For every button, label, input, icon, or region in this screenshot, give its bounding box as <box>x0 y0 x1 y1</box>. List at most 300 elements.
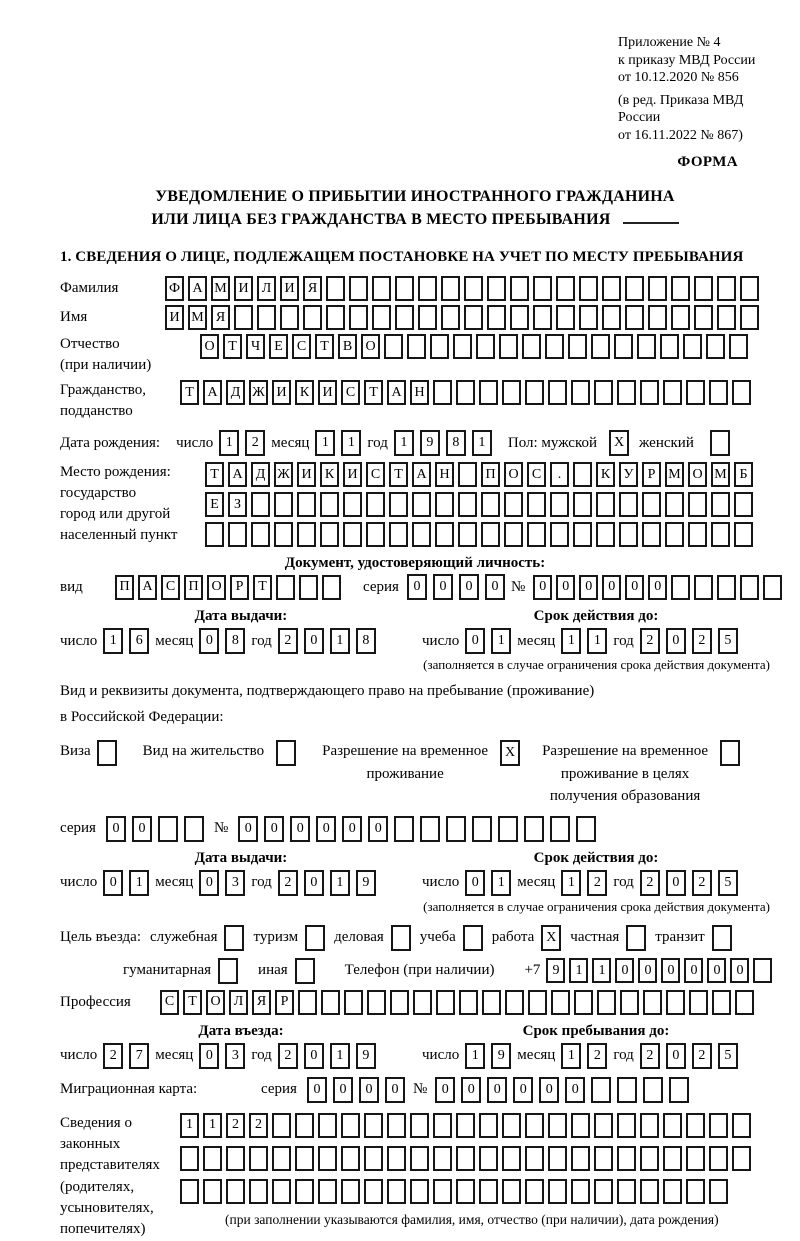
char-cell: 0 <box>407 574 427 600</box>
char-cell <box>433 1179 452 1204</box>
char-cell <box>571 1179 590 1204</box>
char-cell: П <box>115 575 134 600</box>
char-cell: 1 <box>203 1113 222 1138</box>
char-cell: О <box>206 990 225 1015</box>
char-cell <box>594 1146 613 1171</box>
char-cell <box>642 492 661 517</box>
char-cell <box>372 305 391 330</box>
char-cell <box>205 522 224 547</box>
char-cell: К <box>295 380 314 405</box>
char-cell <box>502 380 521 405</box>
char-cell <box>763 575 782 600</box>
char-cell <box>487 305 506 330</box>
char-cell <box>412 522 431 547</box>
doc-number-cells <box>533 575 786 600</box>
char-cell <box>711 522 730 547</box>
char-cell <box>525 1113 544 1138</box>
profession-label: Профессия <box>60 993 131 1010</box>
permit-valid-month-cells <box>561 870 613 896</box>
char-cell <box>180 1179 199 1204</box>
char-cell <box>734 522 753 547</box>
char-cell: 0 <box>304 870 324 896</box>
char-cell <box>456 380 475 405</box>
char-cell <box>481 522 500 547</box>
issue-date-heading: Дата выдачи: <box>194 608 288 625</box>
char-cell <box>390 990 409 1015</box>
char-cell: 0 <box>625 575 644 600</box>
permit-series-cells <box>106 816 210 842</box>
char-cell: И <box>297 462 316 487</box>
char-cell <box>571 1146 590 1171</box>
char-cell: 0 <box>513 1077 533 1103</box>
permit-dates <box>60 850 770 896</box>
patronymic-row <box>60 334 770 376</box>
identity-valid-block <box>422 608 770 654</box>
char-cell <box>665 492 684 517</box>
char-cell <box>625 305 644 330</box>
char-cell <box>364 1113 383 1138</box>
birth-place-row2-cells <box>205 492 757 517</box>
char-cell: 0 <box>316 816 336 842</box>
char-cell <box>740 575 759 600</box>
char-cell <box>734 492 753 517</box>
purpose-business-checkbox <box>391 925 411 951</box>
char-cell <box>280 305 299 330</box>
char-cell <box>596 492 615 517</box>
char-cell <box>395 305 414 330</box>
char-cell <box>276 740 296 766</box>
char-cell: П <box>481 462 500 487</box>
char-cell: 0 <box>199 870 219 896</box>
char-cell: 0 <box>487 1077 507 1103</box>
char-cell: Ф <box>165 276 184 301</box>
permit-valid-date: число 0 1 месяц 1 2 год 2 0 2 5 <box>422 870 770 896</box>
char-cell: Д <box>226 380 245 405</box>
identity-doc-heading: Документ, удостоверяющий личность: <box>284 555 546 572</box>
birth-day-cells <box>219 430 271 456</box>
char-cell <box>410 1113 429 1138</box>
char-cell <box>318 1146 337 1171</box>
char-cell <box>594 1113 613 1138</box>
char-cell: 1 <box>561 870 581 896</box>
char-cell <box>479 380 498 405</box>
char-cell: 1 <box>472 430 492 456</box>
char-cell: Ч <box>246 334 265 359</box>
identity-doc-row <box>60 574 770 600</box>
char-cell <box>487 276 506 301</box>
char-cell <box>640 1179 659 1204</box>
char-cell: 1 <box>587 628 607 654</box>
issue-day-cells <box>103 628 155 654</box>
char-cell <box>435 522 454 547</box>
char-cell <box>251 492 270 517</box>
stay-day-cells <box>465 1043 517 1069</box>
char-cell: 0 <box>359 1077 379 1103</box>
valid-day-cells <box>465 628 517 654</box>
valid-month-cells <box>561 628 613 654</box>
purpose-official-checkbox <box>224 925 244 951</box>
residence-permit-checkbox <box>276 740 296 766</box>
char-cell: 1 <box>491 628 511 654</box>
char-cell: 2 <box>245 430 265 456</box>
char-cell <box>617 1113 636 1138</box>
char-cell: X <box>541 925 561 951</box>
char-cell <box>341 1179 360 1204</box>
char-cell: 8 <box>446 430 466 456</box>
char-cell <box>274 492 293 517</box>
issue-month-cells <box>199 628 251 654</box>
char-cell <box>594 380 613 405</box>
char-cell <box>180 1146 199 1171</box>
char-cell: 0 <box>132 816 152 842</box>
revision-line: от 16.11.2022 № 867) <box>618 127 743 143</box>
char-cell <box>436 990 455 1015</box>
char-cell <box>666 990 685 1015</box>
char-cell <box>753 958 772 983</box>
char-cell: 1 <box>491 870 511 896</box>
char-cell <box>596 522 615 547</box>
char-cell <box>663 1179 682 1204</box>
char-cell: О <box>504 462 523 487</box>
title-blank-underline <box>623 211 679 224</box>
char-cell <box>420 816 440 842</box>
char-cell <box>184 816 204 842</box>
purpose-transit-checkbox <box>712 925 732 951</box>
valid-year-cells <box>640 628 744 654</box>
char-cell <box>550 522 569 547</box>
char-cell <box>257 305 276 330</box>
char-cell: С <box>341 380 360 405</box>
char-cell <box>510 305 529 330</box>
char-cell <box>372 276 391 301</box>
char-cell <box>648 276 667 301</box>
permit-issue-date: число 0 1 месяц 0 3 год 2 0 1 9 <box>60 870 422 896</box>
char-cell <box>298 990 317 1015</box>
char-cell <box>671 305 690 330</box>
char-cell <box>234 305 253 330</box>
char-cell: X <box>609 430 629 456</box>
char-cell: О <box>688 462 707 487</box>
char-cell <box>97 740 117 766</box>
char-cell <box>407 334 426 359</box>
char-cell: 9 <box>546 958 565 983</box>
char-cell <box>384 334 403 359</box>
char-cell <box>665 522 684 547</box>
birth-place-grid <box>205 462 757 547</box>
char-cell <box>482 990 501 1015</box>
char-cell <box>249 1179 268 1204</box>
char-cell <box>410 1146 429 1171</box>
char-cell: О <box>200 334 219 359</box>
char-cell <box>418 276 437 301</box>
char-cell: 9 <box>356 870 376 896</box>
char-cell <box>640 1146 659 1171</box>
char-cell <box>481 492 500 517</box>
residence-permit-option <box>143 740 296 766</box>
char-cell: И <box>234 276 253 301</box>
temp-residence-label: Разрешение на временное проживание <box>322 743 489 782</box>
purpose-humanitarian-checkbox <box>218 958 238 984</box>
char-cell: 0 <box>707 958 726 983</box>
char-cell <box>367 990 386 1015</box>
char-cell <box>522 334 541 359</box>
char-cell <box>571 380 590 405</box>
representatives-row3-cells <box>180 1179 755 1204</box>
char-cell <box>320 492 339 517</box>
form-title-line1: УВЕДОМЛЕНИЕ О ПРИБЫТИИ ИНОСТРАННОГО ГРАЖДАНИНА <box>155 188 675 205</box>
char-cell: 0 <box>638 958 657 983</box>
entry-stay-dates <box>60 1023 770 1069</box>
char-cell <box>498 816 518 842</box>
char-cell <box>326 305 345 330</box>
representatives-label: Сведения о законных представителях (родителях, усыновителях, попечителях) <box>60 1114 160 1238</box>
char-cell <box>463 925 483 951</box>
char-cell <box>528 990 547 1015</box>
appendix-line: к приказу МВД России <box>618 52 756 68</box>
char-cell <box>433 380 452 405</box>
char-cell <box>683 334 702 359</box>
name-label: Имя <box>60 309 88 326</box>
char-cell <box>663 1113 682 1138</box>
char-cell <box>660 334 679 359</box>
char-cell <box>389 522 408 547</box>
char-cell <box>525 1146 544 1171</box>
char-cell <box>533 276 552 301</box>
char-cell: 2 <box>640 870 660 896</box>
char-cell <box>686 380 705 405</box>
char-cell <box>479 1179 498 1204</box>
visa-label: Виза <box>60 743 91 760</box>
char-cell <box>321 990 340 1015</box>
purpose-other: иная <box>258 958 315 984</box>
char-cell <box>502 1146 521 1171</box>
section1-heading: 1. СВЕДЕНИЯ О ЛИЦЕ, ПОДЛЕЖАЩЕМ ПОСТАНОВКЕ НА УЧЕТ ПО МЕСТУ ПРЕБЫВАНИЯ <box>60 249 744 266</box>
char-cell <box>545 334 564 359</box>
edu-residence-label: Разрешение на временное проживание в целях получения образования <box>542 743 709 805</box>
char-cell <box>527 492 546 517</box>
char-cell <box>341 1113 360 1138</box>
char-cell <box>272 1146 291 1171</box>
sex-female-checkbox <box>710 430 730 456</box>
char-cell <box>640 1113 659 1138</box>
char-cell <box>640 380 659 405</box>
char-cell <box>364 1179 383 1204</box>
char-cell: 1 <box>180 1113 199 1138</box>
char-cell <box>568 334 587 359</box>
char-cell <box>391 925 411 951</box>
char-cell <box>441 276 460 301</box>
char-cell <box>732 1146 751 1171</box>
char-cell <box>720 740 740 766</box>
char-cell <box>505 990 524 1015</box>
char-cell <box>686 1146 705 1171</box>
char-cell <box>297 522 316 547</box>
char-cell <box>389 492 408 517</box>
char-cell: 9 <box>356 1043 376 1069</box>
char-cell: В <box>338 334 357 359</box>
char-cell <box>459 990 478 1015</box>
char-cell: 0 <box>290 816 310 842</box>
char-cell <box>464 305 483 330</box>
char-cell: О <box>207 575 226 600</box>
char-cell: У <box>619 462 638 487</box>
char-cell <box>686 1113 705 1138</box>
residence-doc-options <box>60 740 770 808</box>
char-cell: 5 <box>718 870 738 896</box>
char-cell: 0 <box>666 628 686 654</box>
char-cell: 1 <box>103 628 123 654</box>
char-cell <box>504 492 523 517</box>
entry-date-block <box>60 1023 422 1069</box>
char-cell <box>573 522 592 547</box>
char-cell: 1 <box>315 430 335 456</box>
char-cell: 0 <box>666 1043 686 1069</box>
char-cell: М <box>211 276 230 301</box>
char-cell: К <box>596 462 615 487</box>
char-cell <box>709 1146 728 1171</box>
permit-number-label: № <box>213 820 229 837</box>
char-cell <box>663 380 682 405</box>
appendix-line: от 10.12.2020 № 856 <box>618 70 739 85</box>
char-cell: С <box>292 334 311 359</box>
char-cell <box>614 334 633 359</box>
char-cell: 0 <box>304 628 324 654</box>
char-cell <box>732 380 751 405</box>
char-cell <box>458 462 477 487</box>
doc-type-cells <box>115 575 345 600</box>
char-cell <box>410 1179 429 1204</box>
purpose-transit: транзит <box>655 925 731 951</box>
char-cell <box>441 305 460 330</box>
char-cell <box>579 276 598 301</box>
char-cell: 0 <box>465 870 485 896</box>
char-cell: 1 <box>561 1043 581 1069</box>
char-cell <box>602 305 621 330</box>
char-cell <box>709 380 728 405</box>
char-cell: И <box>343 462 362 487</box>
valid-until-heading: Срок действия до: <box>533 608 659 625</box>
sex-male-label: Пол: мужской <box>507 434 598 451</box>
char-cell: 2 <box>249 1113 268 1138</box>
char-cell: Т <box>205 462 224 487</box>
char-cell: 0 <box>238 816 258 842</box>
representatives-row2-cells <box>180 1146 755 1171</box>
char-cell: Р <box>275 990 294 1015</box>
char-cell <box>548 1113 567 1138</box>
char-cell: С <box>160 990 179 1015</box>
char-cell: 1 <box>465 1043 485 1069</box>
char-cell <box>387 1146 406 1171</box>
char-cell: Т <box>315 334 334 359</box>
char-cell: 9 <box>491 1043 511 1069</box>
citizenship-row <box>60 380 770 422</box>
char-cell <box>602 276 621 301</box>
char-cell <box>502 1113 521 1138</box>
char-cell <box>394 816 414 842</box>
residence-doc-intro: Вид и реквизиты документа, подтверждающего право на пребывание (проживание) в Российской Федерации: <box>60 683 595 725</box>
char-cell <box>689 990 708 1015</box>
purpose-row2 <box>60 958 770 984</box>
representatives-grid <box>180 1113 755 1228</box>
identity-issue-block <box>60 608 422 654</box>
name-row <box>60 305 770 330</box>
char-cell: 1 <box>592 958 611 983</box>
char-cell <box>430 334 449 359</box>
char-cell <box>504 522 523 547</box>
char-cell <box>418 305 437 330</box>
char-cell: Ж <box>249 380 268 405</box>
char-cell: М <box>665 462 684 487</box>
permit-number-cells <box>238 816 602 842</box>
char-cell <box>643 1077 663 1103</box>
profession-row <box>60 990 770 1015</box>
char-cell <box>251 522 270 547</box>
char-cell: П <box>184 575 203 600</box>
char-cell: Е <box>205 492 224 517</box>
char-cell <box>712 925 732 951</box>
permit-series-label: серия <box>60 820 96 837</box>
char-cell <box>688 492 707 517</box>
char-cell <box>556 276 575 301</box>
purpose-tourism-checkbox <box>305 925 325 951</box>
char-cell <box>272 1179 291 1204</box>
char-cell: 1 <box>330 628 350 654</box>
char-cell <box>548 380 567 405</box>
char-cell: 0 <box>648 575 667 600</box>
profession-cells <box>160 990 758 1015</box>
char-cell: 0 <box>602 575 621 600</box>
char-cell: 1 <box>569 958 588 983</box>
purpose-tourism: туризм <box>253 925 325 951</box>
appendix-block <box>618 34 770 144</box>
char-cell: 1 <box>219 430 239 456</box>
purpose-other-checkbox <box>295 958 315 984</box>
char-cell <box>456 1146 475 1171</box>
stay-until-heading: Срок пребывания до: <box>522 1022 670 1039</box>
char-cell: 0 <box>103 870 123 896</box>
char-cell <box>551 990 570 1015</box>
char-cell: 3 <box>225 1043 245 1069</box>
char-cell <box>617 380 636 405</box>
char-cell <box>732 1113 751 1138</box>
char-cell: С <box>366 462 385 487</box>
char-cell <box>364 1146 383 1171</box>
char-cell: 0 <box>615 958 634 983</box>
revision-line: (в ред. Приказа МВД России <box>618 92 744 125</box>
char-cell <box>709 1179 728 1204</box>
patronymic-cells <box>200 334 752 359</box>
char-cell <box>710 430 730 456</box>
edu-residence-checkbox <box>720 740 740 766</box>
char-cell <box>619 522 638 547</box>
char-cell <box>446 816 466 842</box>
char-cell: И <box>272 380 291 405</box>
char-cell <box>669 1077 689 1103</box>
char-cell <box>709 1113 728 1138</box>
char-cell <box>295 1113 314 1138</box>
char-cell: М <box>711 462 730 487</box>
char-cell <box>671 276 690 301</box>
permit-valid-year-cells <box>640 870 744 896</box>
char-cell <box>556 305 575 330</box>
char-cell <box>550 492 569 517</box>
representatives-note: (при заполнении указываются фамилия, имя, отчество (при наличии), дата рождения) <box>225 1211 719 1227</box>
char-cell <box>671 575 690 600</box>
char-cell: 0 <box>459 574 479 600</box>
char-cell: 8 <box>356 628 376 654</box>
char-cell <box>711 492 730 517</box>
char-cell: Р <box>642 462 661 487</box>
